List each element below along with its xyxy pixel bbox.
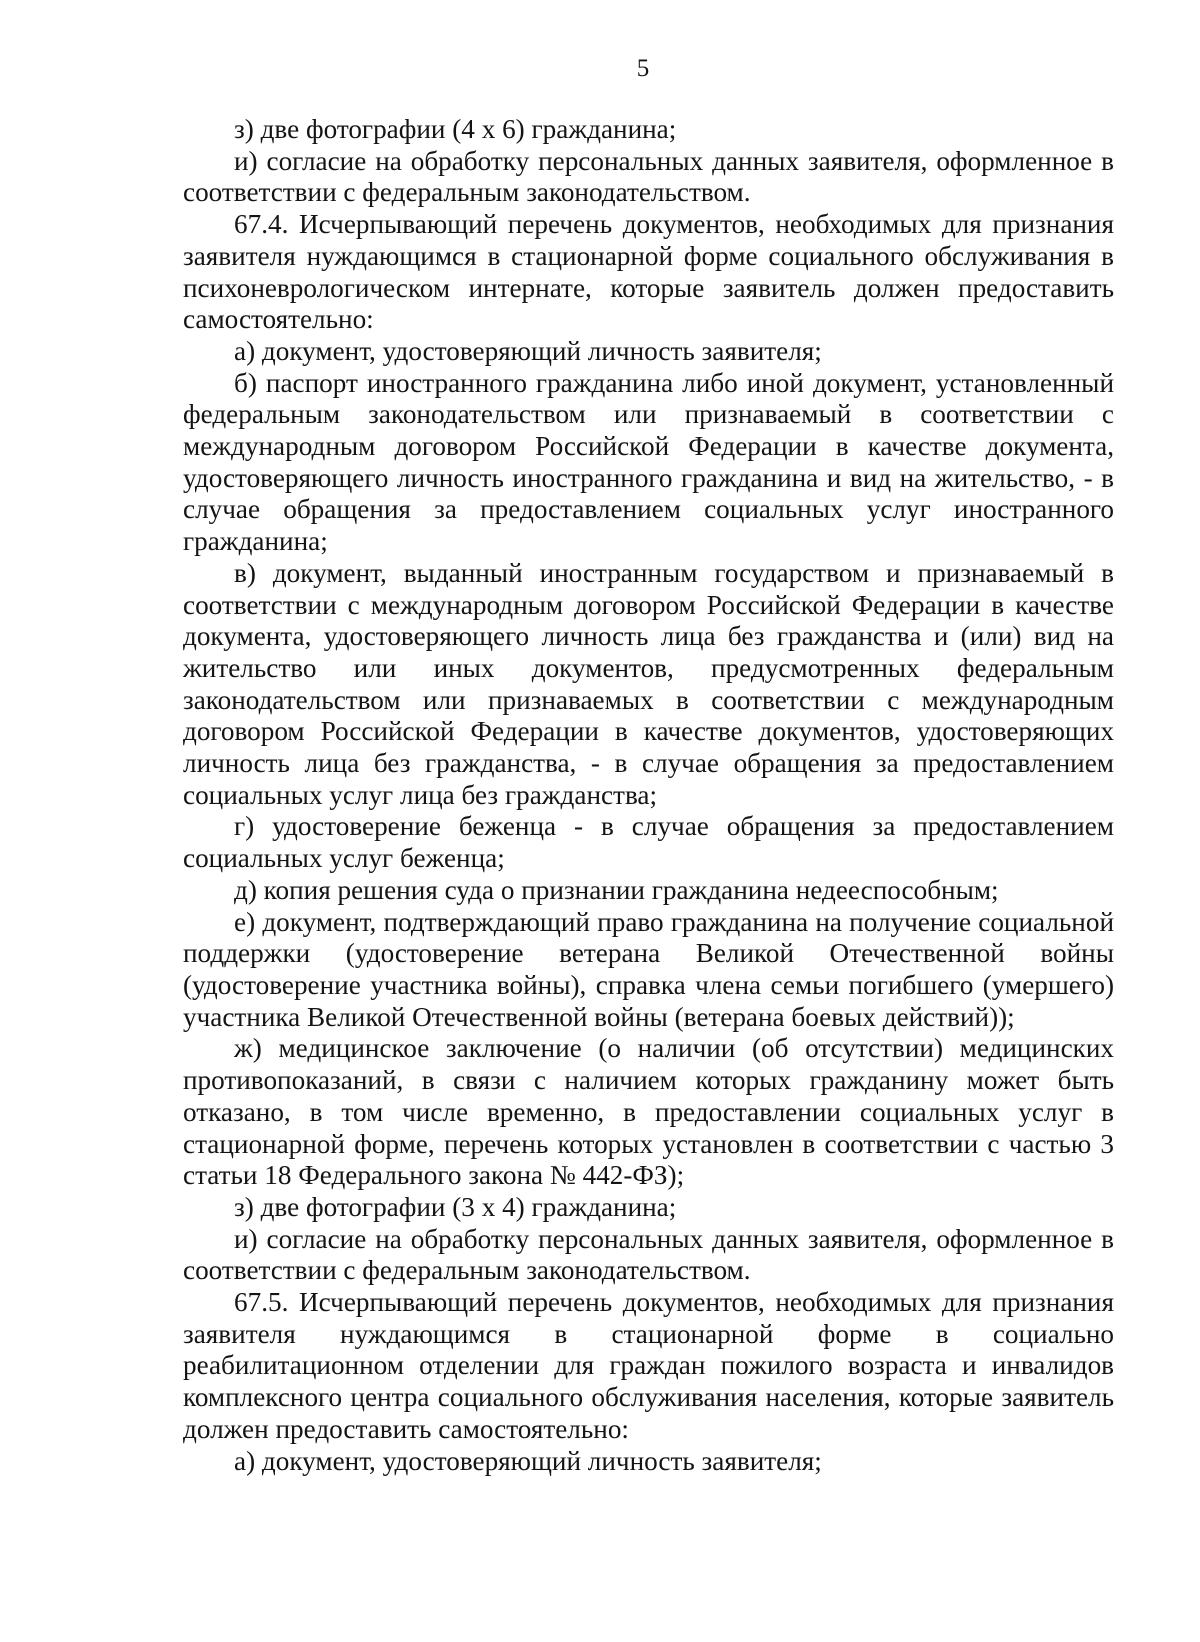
page-number: 5 (636, 55, 650, 82)
item-zh-medical-conclusion: ж) медицинское заключение (о наличии (об отсутствии) медицинских противопоказаний, в связи с наличием которых гражданину может быть отказано, в том числе временно, в предоставлении социальных услуг в стационарной форме, перечень которых установлен в соответствии с частью 3 статьи 18 Федерального закона № 442-ФЗ); (183, 1033, 1114, 1191)
item-a-identity-document: а) документ, удостоверяющий личность заявителя; (234, 335, 822, 366)
clause-67-5: 67.5. Исчерпывающий перечень документов, необходимых для признания заявителя нуждающимся в стационарной форме в социально реабилитационном отделении для граждан пожилого возраста и инвалидов комплексного центра социального обслуживания населения, которые заявитель должен предоставить самостоятельно: (183, 1287, 1114, 1444)
item-b-foreign-passport: б) паспорт иностранного гражданина либо иной документ, установленный федеральным законодательством или признаваемый в соответствии с международным договором Российской Федерации в качестве документа, удостоверяющего личность иностранного гражданина и вид на жительство, - в случае обращения за предоставлением социальных услуг иностранного гражданина; (183, 367, 1114, 557)
item-v-stateless-document: в) документ, выданный иностранным государством и признаваемый в соответствии с международным договором Российской Федерации в качестве документа, удостоверяющего личность лица без гражданства и (или) вид на жительство или иных документов, предусмотренных федеральным законодательством или признаваемых в соответствии с международным договором Российской Федерации в качестве документов, удостоверяющих личность лица без гражданства, - в случае обращения за предоставлением социальных услуг лица без гражданства; (183, 557, 1114, 810)
item-i-consent: и) согласие на обработку персональных данных заявителя, оформленное в соответствии с федеральным законодательством. (183, 145, 1114, 208)
item-i-consent-2: и) согласие на обработку персональных данных заявителя, оформленное в соответствии с федеральным законодательством. (183, 1223, 1114, 1286)
item-a-identity-document-2: а) документ, удостоверяющий личность заявителя; (234, 1445, 822, 1476)
document-body (183, 114, 1114, 1477)
item-e-social-support-right: е) документ, подтверждающий право гражданина на получение социальной поддержки (удостоверение ветерана Великой Отечественной войны (удостоверение участника войны), справка члена семьи погибшего (умершего) участника Великой Отечественной войны (ветерана боевых действий)); (183, 906, 1114, 1032)
item-d-court-decision: д) копия решения суда о признании гражданина недееспособным; (234, 874, 999, 905)
item-z-photos-4x6: з) две фотографии (4 х 6) гражданина; (234, 114, 677, 144)
item-z-photos-3x4: з) две фотографии (3 х 4) гражданина; (234, 1191, 677, 1222)
item-g-refugee-certificate: г) удостоверение беженца - в случае обращения за предоставлением социальных услуг беженца; (183, 811, 1114, 874)
clause-67-4: 67.4. Исчерпывающий перечень документов, необходимых для признания заявителя нуждающимся в стационарной форме социального обслуживания в психоневрологическом интернате, которые заявитель должен предоставить самостоятельно: (183, 209, 1114, 335)
